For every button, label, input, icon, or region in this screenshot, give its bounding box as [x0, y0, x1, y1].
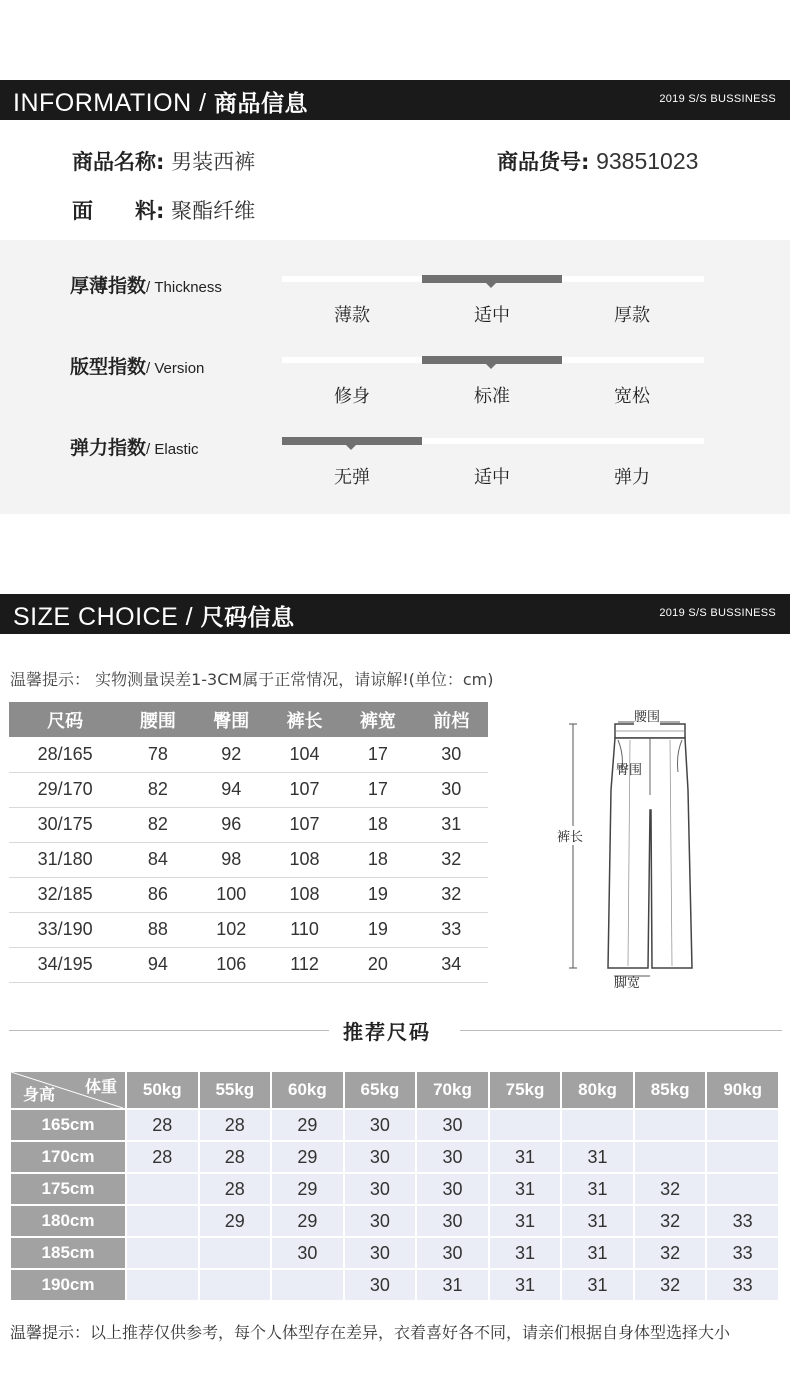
recommend-cell: 31 [417, 1270, 488, 1300]
version-scale [282, 357, 704, 363]
diagram-hem-label: 脚宽 [614, 976, 641, 991]
recommend-cell: 29 [272, 1174, 343, 1204]
recommend-cell: 29 [272, 1110, 343, 1140]
recommend-cell: 32 [635, 1174, 706, 1204]
recommend-cell: 30 [272, 1238, 343, 1268]
thickness-option-medium: 适中 [474, 305, 510, 326]
height-header: 165cm [11, 1110, 125, 1140]
thickness-label: 厚薄指数/ Thickness [70, 275, 222, 297]
size-table-cell: 108 [268, 842, 341, 877]
elastic-option-medium: 适中 [474, 467, 510, 488]
size-table-row [9, 772, 488, 807]
recommend-cell: 31 [490, 1238, 561, 1268]
size-table-cell: 31/180 [9, 842, 121, 877]
recommend-header-row [11, 1072, 778, 1108]
size-table-cell: 32 [415, 842, 488, 877]
recommend-cell: 29 [272, 1142, 343, 1172]
recommend-cell [707, 1110, 778, 1140]
recommend-cell [562, 1110, 633, 1140]
product-name-row: 商品名称: 男装西裤 [72, 150, 256, 174]
size-table-cell: 32/185 [9, 877, 121, 912]
size-table-cell: 112 [268, 947, 341, 982]
weight-header: 85kg [635, 1072, 706, 1108]
size-table-row [9, 912, 488, 947]
size-table-cell: 30/175 [9, 807, 121, 842]
recommend-cell [707, 1142, 778, 1172]
size-choice-title: SIZE CHOICE / 尺码信息 [13, 603, 295, 631]
material-row: 面 料: 聚酯纤维 [72, 199, 256, 223]
size-table-cell: 88 [121, 912, 194, 947]
size-table-cell: 94 [121, 947, 194, 982]
recommend-cell: 28 [127, 1142, 198, 1172]
recommend-cell: 30 [417, 1110, 488, 1140]
recommend-cell: 28 [200, 1142, 271, 1172]
thickness-option-thin: 薄款 [334, 305, 370, 326]
height-header: 170cm [11, 1142, 125, 1172]
size-table-cell: 107 [268, 772, 341, 807]
size-table-cell: 17 [341, 737, 414, 772]
height-header: 180cm [11, 1206, 125, 1236]
thickness-option-thick: 厚款 [614, 305, 650, 326]
size-table-cell: 32 [415, 877, 488, 912]
recommend-table [9, 1070, 780, 1302]
recommend-cell: 29 [272, 1206, 343, 1236]
weight-header: 50kg [127, 1072, 198, 1108]
information-header [0, 80, 790, 120]
size-table-cell: 104 [268, 737, 341, 772]
size-table-cell: 31 [415, 807, 488, 842]
size-table-header [9, 702, 488, 737]
recommend-cell [127, 1270, 198, 1300]
recommend-cell: 30 [417, 1174, 488, 1204]
trousers-diagram [548, 700, 708, 995]
divider-right [460, 1030, 782, 1031]
recommend-cell: 28 [200, 1174, 271, 1204]
recommend-cell: 30 [417, 1142, 488, 1172]
recommend-cell: 32 [635, 1270, 706, 1300]
header-length: 裤长 [268, 702, 341, 737]
size-table-cell: 34 [415, 947, 488, 982]
recommend-row [11, 1110, 778, 1140]
recommend-row [11, 1142, 778, 1172]
header-hip: 臀围 [195, 702, 268, 737]
recommend-cell: 31 [490, 1142, 561, 1172]
size-table [9, 702, 488, 983]
size-table-cell: 29/170 [9, 772, 121, 807]
header-front-rise: 前档 [415, 702, 488, 737]
size-note: 温馨提示： 实物测量误差1-3CM属于正常情况，请谅解!(单位：cm) [10, 670, 494, 689]
recommend-cell: 31 [562, 1270, 633, 1300]
recommend-cell [490, 1110, 561, 1140]
size-table-cell: 18 [341, 807, 414, 842]
version-option-loose: 宽松 [614, 386, 650, 407]
recommend-cell: 30 [345, 1238, 416, 1268]
weight-header: 60kg [272, 1072, 343, 1108]
size-table-cell: 86 [121, 877, 194, 912]
recommend-cell: 30 [417, 1238, 488, 1268]
size-table-cell: 33 [415, 912, 488, 947]
size-table-cell: 17 [341, 772, 414, 807]
header-waist: 腰围 [121, 702, 194, 737]
size-table-cell: 108 [268, 877, 341, 912]
recommend-cell: 30 [345, 1206, 416, 1236]
size-choice-header [0, 594, 790, 634]
recommend-cell [707, 1174, 778, 1204]
recommend-cell [272, 1270, 343, 1300]
size-table-cell: 78 [121, 737, 194, 772]
recommend-cell: 31 [562, 1206, 633, 1236]
weight-header: 70kg [417, 1072, 488, 1108]
height-header: 190cm [11, 1270, 125, 1300]
trousers-icon [548, 700, 708, 995]
size-table-cell: 33/190 [9, 912, 121, 947]
recommend-cell: 32 [635, 1206, 706, 1236]
recommend-cell [635, 1110, 706, 1140]
height-header: 175cm [11, 1174, 125, 1204]
divider-left [9, 1030, 329, 1031]
size-table-row [9, 737, 488, 772]
size-table-cell: 94 [195, 772, 268, 807]
recommend-cell [635, 1142, 706, 1172]
size-table-row [9, 877, 488, 912]
information-title: INFORMATION / 商品信息 [13, 89, 308, 117]
size-table-cell: 82 [121, 772, 194, 807]
weight-header: 90kg [707, 1072, 778, 1108]
diagram-hip-label: 臀围 [616, 763, 643, 778]
weight-header: 80kg [562, 1072, 633, 1108]
recommend-cell [127, 1174, 198, 1204]
size-table-cell: 30 [415, 772, 488, 807]
version-option-standard: 标准 [474, 386, 510, 407]
recommend-cell: 30 [345, 1174, 416, 1204]
size-table-cell: 98 [195, 842, 268, 877]
recommend-cell: 31 [562, 1174, 633, 1204]
size-table-cell: 19 [341, 912, 414, 947]
recommend-row [11, 1238, 778, 1268]
size-table-cell: 82 [121, 807, 194, 842]
recommend-cell: 30 [345, 1110, 416, 1140]
recommend-cell: 33 [707, 1270, 778, 1300]
recommend-cell: 28 [200, 1110, 271, 1140]
weight-header: 55kg [200, 1072, 271, 1108]
elastic-option-high: 弹力 [614, 467, 650, 488]
size-table-row [9, 842, 488, 877]
elastic-selected-segment [282, 437, 422, 445]
weight-header: 75kg [490, 1072, 561, 1108]
size-table-cell: 102 [195, 912, 268, 947]
weight-header: 65kg [345, 1072, 416, 1108]
diagram-waist-label: 腰围 [634, 706, 660, 725]
elastic-scale [282, 438, 704, 444]
size-table-cell: 84 [121, 842, 194, 877]
size-table-cell: 107 [268, 807, 341, 842]
version-label: 版型指数/ Version [70, 356, 205, 378]
size-table-cell: 34/195 [9, 947, 121, 982]
product-code-row: 商品货号: 93851023 [497, 148, 699, 174]
version-option-slim: 修身 [334, 386, 370, 407]
recommend-cell [200, 1238, 271, 1268]
recommend-cell: 33 [707, 1206, 778, 1236]
season-label: 2019 S/S BUSSINESS [659, 607, 776, 619]
recommend-cell: 30 [417, 1206, 488, 1236]
size-table-row [9, 807, 488, 842]
recommend-cell: 29 [200, 1206, 271, 1236]
size-table-cell: 30 [415, 737, 488, 772]
size-table-cell: 28/165 [9, 737, 121, 772]
recommend-cell: 31 [562, 1238, 633, 1268]
recommend-cell: 30 [345, 1142, 416, 1172]
recommend-cell: 30 [345, 1270, 416, 1300]
size-table-cell: 106 [195, 947, 268, 982]
recommend-cell: 31 [490, 1174, 561, 1204]
recommend-cell [127, 1206, 198, 1236]
size-table-cell: 100 [195, 877, 268, 912]
elastic-option-none: 无弹 [334, 467, 370, 488]
size-table-row [9, 947, 488, 982]
recommend-cell [200, 1270, 271, 1300]
weight-axis-label: 体重 [84, 1079, 117, 1096]
size-table-cell: 19 [341, 877, 414, 912]
size-table-cell: 110 [268, 912, 341, 947]
size-table-cell: 92 [195, 737, 268, 772]
height-header: 185cm [11, 1238, 125, 1268]
recommend-cell: 31 [490, 1270, 561, 1300]
version-selected-segment [422, 356, 562, 364]
recommend-row [11, 1206, 778, 1236]
recommend-row [11, 1174, 778, 1204]
size-table-cell: 18 [341, 842, 414, 877]
height-axis-label: 身高 [23, 1087, 56, 1104]
recommend-cell: 28 [127, 1110, 198, 1140]
size-table-cell: 20 [341, 947, 414, 982]
recommend-row [11, 1270, 778, 1300]
recommend-cell: 33 [707, 1238, 778, 1268]
elastic-label: 弹力指数/ Elastic [70, 437, 199, 459]
header-leg-width: 裤宽 [341, 702, 414, 737]
recommend-cell: 31 [562, 1142, 633, 1172]
header-size: 尺码 [9, 702, 121, 737]
recommend-cell [127, 1238, 198, 1268]
size-table-cell: 96 [195, 807, 268, 842]
diagram-length-label: 裤长 [557, 826, 583, 845]
thickness-selected-segment [422, 275, 562, 283]
recommend-cell: 32 [635, 1238, 706, 1268]
recommend-note: 温馨提示：以上推荐仅供参考，每个人体型存在差异，衣着喜好各不同，请亲们根据自身体型选择大小 [10, 1323, 731, 1342]
recommend-title: 推荐尺码 [343, 1020, 431, 1044]
season-label: 2019 S/S BUSSINESS [659, 93, 776, 105]
recommend-cell: 31 [490, 1206, 561, 1236]
thickness-scale [282, 276, 704, 282]
recommend-corner-cell [11, 1072, 125, 1108]
